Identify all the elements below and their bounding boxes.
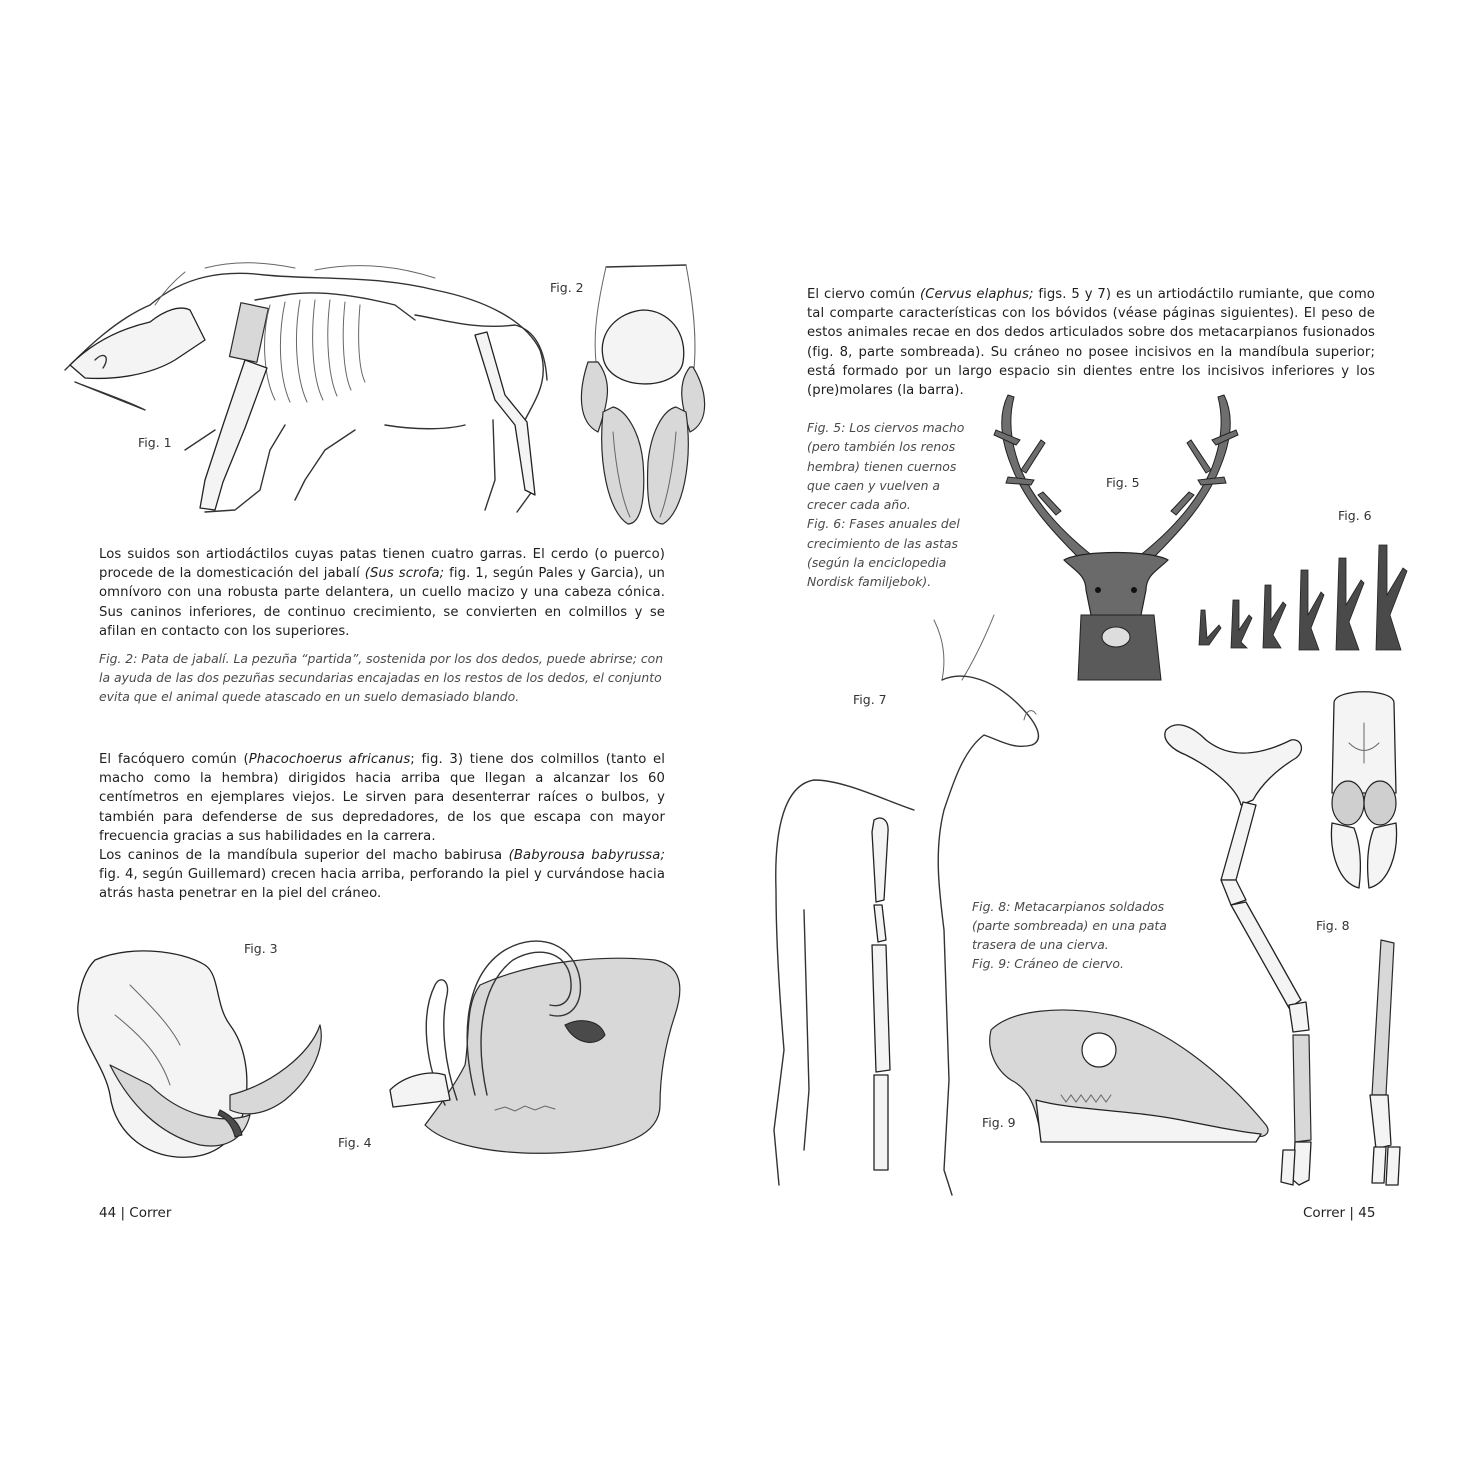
boar-skeleton-illustration [55, 250, 555, 525]
paragraph-suidos-text-2: fig. 1, según Pales y Garcia), un omnívoro con una robusta parte delantera, un cuello macizo y una cabeza cónica. Sus caninos inferiores, de continuo crecimiento, se convierten en colmillos y se afilan en contacto con los superiores. [99, 566, 665, 639]
paragraph-ciervo-italic: (Cervus elaphus; [919, 287, 1034, 302]
paragraph-facoquero-italic: Phacochoerus africanus [248, 752, 411, 767]
paragraph-facoquero-text-2: ; fig. 3) tiene dos colmillos (tanto el macho como la hembra) dirigidos hacia arriba que llegan a alcanzar los 60 centímetros en ejemplares viejos. Le sirven para desenterrar raíces o bulbos, y también para defenderse de sus depredadores, de los que escapa con mayor frecuencia gracias a sus habilidades en la carrera. [99, 752, 665, 844]
fig5-label: Fig. 5 [1106, 475, 1140, 490]
paragraph-suidos-italic: (Sus scrofa; [364, 566, 445, 582]
caption-fig2: Fig. 2: Pata de jabalí. La pezuña “partida”, sostenida por los dos dedos, puede abrirse; con la ayuda de las dos pezuñas secundarias encajadas en los restos de los dedos, el conjunto evita que el animal quede atascado en un suelo demasiado blando. [99, 651, 664, 704]
babirusa-skull-illustration [385, 925, 695, 1165]
fig9-label: Fig. 9 [982, 1115, 1016, 1130]
caption-fig8-line: trasera de una cierva. [972, 937, 1109, 952]
caption-fig9-line: Fig. 9: Cráneo de ciervo. [972, 956, 1124, 971]
caption-fig5-line: que caen y vuelven a [807, 477, 940, 493]
paragraph-ciervo-text-2: figs. 5 y 7) es un artiodáctilo rumiante, que como tal comparte características con los bóvidos (véase páginas siguientes). El peso de estos animales recae en dos dedos articulados sobre dos metacarpianos fusionados (fig. 8, parte sombreada). Su cráneo no posee incisivos en la mandíbula superior; está formado por un largo espacio sin dientes entre los incisivos inferiores y los (pre)molares (la barra). [807, 287, 1375, 399]
fig1-label: Fig. 1 [138, 435, 172, 450]
boar-foot-illustration [568, 262, 718, 532]
paragraph-facoquero [99, 750, 665, 846]
deer-skull-illustration [981, 1000, 1281, 1145]
fig8-label: Fig. 8 [1316, 918, 1350, 933]
caption-fig5-line: (pero también los renos [807, 439, 956, 455]
paragraph-suidos [99, 545, 665, 641]
fig6-label: Fig. 6 [1338, 508, 1372, 523]
paragraph-ciervo-text-1: El ciervo común [807, 287, 920, 302]
caption-fig8-line: (parte sombreada) en una pata [972, 918, 1167, 933]
paragraph-babirusa-text-1: Los caninos de la mandíbula superior del macho babirusa [99, 848, 509, 863]
antler-phases-illustration [1191, 540, 1411, 655]
fig3-label: Fig. 3 [244, 941, 278, 956]
caption-fig5-line: Fig. 5: Los ciervos macho [807, 420, 965, 435]
deer-metacarpus-illustration [1346, 935, 1406, 1190]
paragraph-babirusa [99, 846, 665, 904]
caption-fig5-line: crecer cada año. [807, 497, 911, 513]
warthog-skull-illustration [70, 945, 330, 1165]
right-folio: Correr | 45 [1303, 1205, 1376, 1221]
caption-fig6-line: crecimiento de las astas [807, 535, 958, 551]
right-page [736, 0, 1472, 1472]
fig7-label: Fig. 7 [853, 692, 887, 707]
caption-fig6-line: (según la enciclopedia [807, 555, 947, 571]
paragraph-facoquero-text-1: El facóquero común ( [99, 752, 249, 767]
paragraph-babirusa-text-2: fig. 4, según Guillemard) crecen hacia arriba, perforando la piel y curvándose hacia atrás hasta penetrar en la piel del cráneo. [99, 867, 665, 902]
caption-fig6-line: Fig. 6: Fases anuales del [807, 516, 960, 532]
caption-fig6-line: Nordisk familjebok). [807, 574, 932, 590]
fig2-label: Fig. 2 [550, 280, 584, 295]
fig4-label: Fig. 4 [338, 1135, 372, 1150]
paragraph-ciervo [807, 285, 1375, 400]
caption-fig5-line: hembra) tienen cuernos [807, 458, 957, 474]
paragraph-suidos-text-1: Los suidos son artiodáctilos cuyas patas tienen cuatro garras. El cerdo (o puerco) procede de la domesticación del jabalí [99, 547, 665, 582]
caption-fig5-fig6 [807, 418, 987, 592]
caption-fig8-line: Fig. 8: Metacarpianos soldados [972, 899, 1165, 914]
left-folio: 44 | Correr [99, 1205, 172, 1221]
caption-fig8-fig9 [972, 897, 1182, 973]
deer-hoof-illustration [1324, 683, 1404, 893]
paragraph-babirusa-italic: (Babyrousa babyrussa; [508, 848, 665, 863]
